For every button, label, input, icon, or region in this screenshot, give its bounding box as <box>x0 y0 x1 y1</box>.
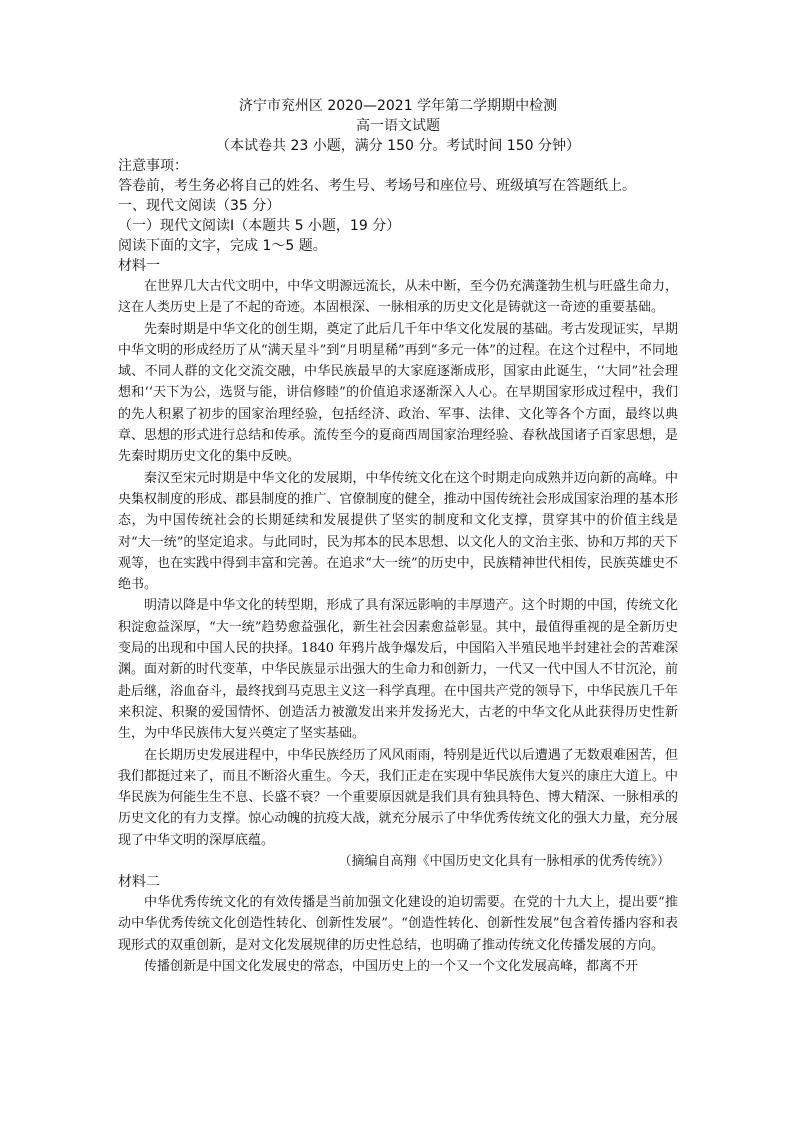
subsection-heading: （一）现代文阅读Ⅰ（本题共 5 小题，19 分） <box>118 218 401 234</box>
paragraph: 秦汉至宋元时期是中华文化的发展期，中华传统文化在这个时期走向成熟并迈向新的高峰。中央集权制度的形成、郡县制度的推广、官僚制度的健全，推动中国传统社会形成国家治理的基本形态，为中国传统社会的长期延续和发展提供了坚实的制度和文化支撑，贯穿其中的价值主线是对“大一统”的坚定追求。与此同时，民为邦本的民本思想、以文化人的文治主张、协和万邦的天下观等，也在实践中得到丰富和完善。在追求“大一统”的历史中，民族精神世代相传，民族英雄史不绝书。 <box>118 470 678 593</box>
material-1-body <box>118 276 678 851</box>
paragraph: 先秦时期是中华文化的创生期，奠定了此后几千年中华文化发展的基础。考古发现证实，早期中华文明的形成经历了从“满天星斗”到“月明星稀”再到“多元一体”的过程。在这个过程中，不同地域、不同人群的文化交流交融，中华民族最早的大家庭逐渐成形，国家由此诞生，‘‘大同”社会理想和‘‘天下为公，选贤与能，讲信修睦”的价值追求逐渐深入人心。在早期国家形成过程中，我们的先人积累了初步的国家治理经验，包括经济、政治、军事、法律、文化等各个方面，最终以典章、思想的形式进行总结和传承。流传至今的夏商西周国家治理经验、春秋战国诸子百家思想，是先秦时期历史文化的集中反映。 <box>118 321 678 465</box>
material-2-body <box>118 892 678 977</box>
exam-title: 济宁市兖州区 2020—2021 学年第二学期期中检测 <box>238 98 558 114</box>
paragraph: 明清以降是中华文化的转型期，形成了具有深远影响的丰厚遗产。这个时期的中国，传统文化积淀愈益深厚，“大一统”趋势愈益强化，新生社会因素愈益彰显。其中，最值得重视的是全新历史变局的出现和中国人民的抉择。1840 年鸦片战争爆发后，中国陷入半殖民地半封建社会的苦难深渊。面对新的时代变革，中华民族显示出强大的生命力和创新力，一代又一代中国人不甘沉沦，前赴后继，浴血奋斗，最终找到马克思主义这一科学真理。在中国共产党的领导下，中华民族几千年来积淀、积聚的爱国情怀、创造活力被激发出来并发扬光大，古老的中华文化从此获得历史性新生，为中华民族伟大复兴奠定了坚实基础。 <box>118 598 678 742</box>
notice-text: 答卷前，考生务必将自己的姓名、考生号、考场号和座位号、班级填写在答题纸上。 <box>118 178 636 194</box>
notice-heading: 注意事项： <box>118 158 188 174</box>
paragraph: 中华优秀传统文化的有效传播是当前加强文化建设的迫切需要。在党的十九大上，提出要“推动中华优秀传统文化创造性转化、创新性发展”。“创造性转化、创新性发展”包含着传播内容和表现形式的双重创新，是对文化发展规律的历史性总结，也明确了推动传统文化传播发展的方向。 <box>118 895 678 953</box>
paragraph: 在世界几大古代文明中，中华文明源远流长，从未中断，至今仍充满蓬勃生机与旺盛生命力，这在人类历史上是了不起的奇迹。本固根深、一脉相承的历史文化是铸就这一奇迹的重要基础。 <box>118 279 678 316</box>
exam-info: （本试卷共 23 小题，满分 150 分。考试时间 150 分钟） <box>216 138 580 154</box>
section-heading: 一、现代文阅读（35 分） <box>118 198 281 214</box>
paragraph: 在长期历史发展进程中，中华民族经历了风风雨雨，特别是近代以后遭遇了无数艰难困苦，但我们都挺过来了，而且不断浴火重生。今天，我们正走在实现中华民族伟大复兴的康庄大道上。中华民族为何能生生不息、长盛不衰？一个重要原因就是我们具有独具特色、博大精深、一脉相承的历史文化的有力支撑。惊心动魄的抗疫大战，就充分展示了中华优秀传统文化的强大力量，充分展现了中华文明的深厚底蕴。 <box>118 747 678 848</box>
material-1-label: 材料一 <box>118 258 160 274</box>
paragraph: 传播创新是中国文化发展史的常态，中国历史上的一个又一个文化发展高峰，都离不开 <box>144 958 639 974</box>
reading-instruction: 阅读下面的文字，完成 1～5 题。 <box>118 238 327 254</box>
exam-page <box>118 96 678 977</box>
material-2-label: 材料二 <box>118 874 160 891</box>
material-1-source: （摘编自高翔《中国历史文化具有一脉相承的优秀传统》） <box>338 854 670 870</box>
exam-subject-title: 高一语文试题 <box>356 118 440 134</box>
